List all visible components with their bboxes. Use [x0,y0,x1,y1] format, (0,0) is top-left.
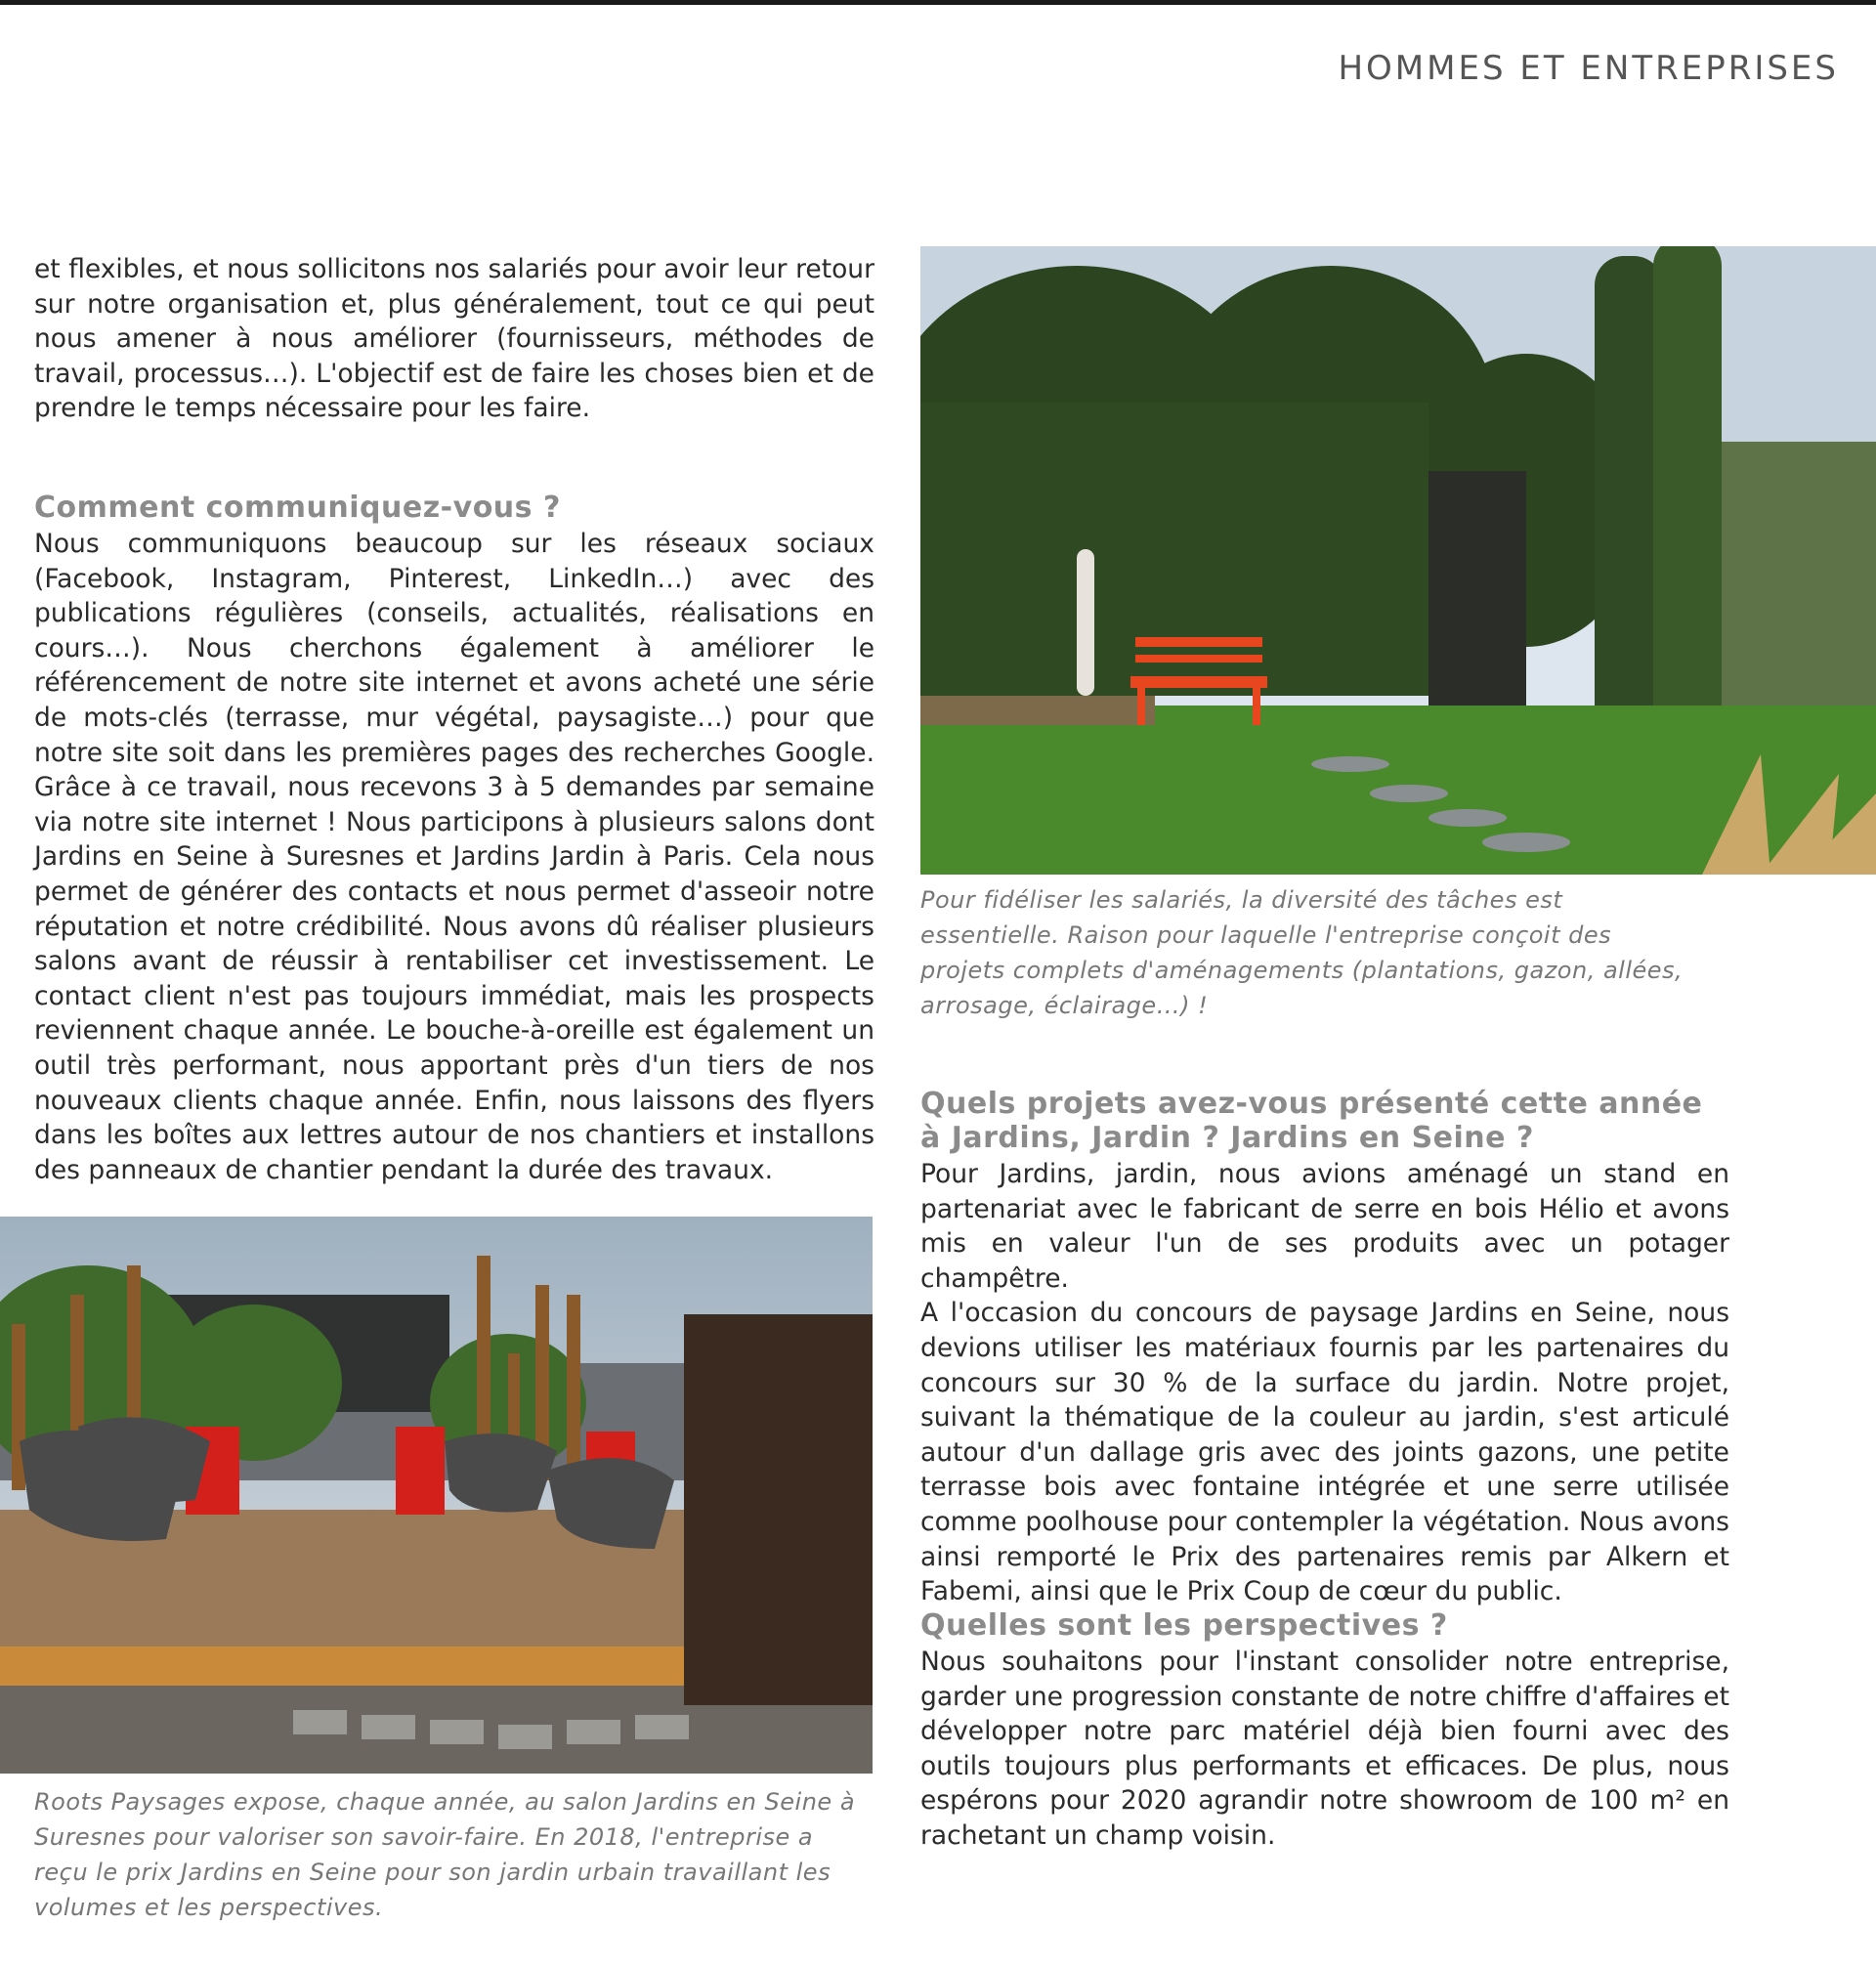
answer-perspectives: Nous souhaitons pour l'instant consolider notre entreprise, garder une progression constante de notre chiffre d'affaires et développer notre parc matériel déjà bien fourni avec des outils toujours plus performants et efficaces. De plus, nous espérons pour 2020 agrandir notre showroom de 100 m² en rachetant un champ voisin. [920,1647,1729,1851]
question-communication: Comment communiquez-vous ? [34,491,561,525]
left-qa-block [34,491,874,1187]
top-rule [0,0,1876,5]
garden-caption: Pour fidéliser les salariés, la diversité des tâches est essentielle. Raison pour laquelle l'entreprise conçoit des projets complets d'aménagements (plantations, gazon, allées, arrosage, éclairage…) ! [920,886,1684,1019]
projects-qa-block [920,1087,1729,1609]
answer-projects-part2: A l'occasion du concours de paysage Jardins en Seine, nous devions utiliser les matériaux fournis par les partenaires du concours sur 30 % de la surface du jardin. Notre projet, suivant la thématique de la couleur au jardin, s'est articulé autour d'un dallage gris avec des joints gazons, une petite terrasse bois avec fontaine intégrée et une serre utilisée comme poolhouse pour contempler la végétation. Nous avons ainsi remporté le Prix des partenaires remis par Alkern et Fabemi, ainsi que le Prix Coup de cœur du public. [920,1298,1729,1607]
terrace-caption: Roots Paysages expose, chaque année, au salon Jardins en Seine à Suresnes pour valoriser son savoir-faire. En 2018, l'entreprise a reçu le prix Jardins en Seine pour son jardin urbain travaillant les volumes et les perspectives. [34,1788,856,1921]
question-perspectives: Quelles sont les perspectives ? [920,1608,1448,1643]
terrace-caption-block [34,1784,874,1925]
terrace-photo [0,1217,873,1774]
question-projects: Quels projets avez-vous présenté cette année à Jardins, Jardin ? Jardins en Seine ? [920,1087,1703,1155]
left-column [34,252,874,426]
intro-paragraph: et flexibles, et nous sollicitons nos salariés pour avoir leur retour sur notre organisation et, plus généralement, tout ce qui peut nous amener à nous améliorer (fournisseurs, méthodes de travail, processus…). L'objectif est de faire les choses bien et de prendre le temps nécessaire pour les faire. [34,254,874,424]
answer-communication: Nous communiquons beaucoup sur les réseaux sociaux (Facebook, Instagram, Pinterest, LinkedIn…) avec des publications régulières (conseils, actualités, réalisations en cours…). Nous cherchons également à améliorer le référencement de notre site internet et avons acheté une série de mots-clés (terrasse, mur végétal, paysagiste…) pour que notre site soit dans les premières pages des recherches Google. Grâce à ce travail, nous recevons 3 à 5 demandes par semaine via notre site internet ! Nous participons à plusieurs salons dont Jardins en Seine à Suresnes et Jardins Jardin à Paris. Cela nous permet de générer des contacts et nous permet d'asseoir notre réputation et notre crédibilité. Nous avons dû réaliser plusieurs salons avant de réussir à rentabiliser cet investissement. Le contact client n'est pas toujours immédiat, mais les prospects reviennent chaque année. Le bouche-à-oreille est également un outil très performant, nous apportant près d'un tiers de nos nouveaux clients chaque année. Enfin, nous laissons des flyers dans les boîtes aux lettres autour de nos chantiers et installons des panneaux de chantier pendant la durée des travaux. [34,529,874,1185]
garden-caption-block [920,882,1702,1023]
garden-photo [920,246,1876,875]
section-header: HOMMES ET ENTREPRISES [1338,49,1839,88]
answer-projects-part1: Pour Jardins, jardin, nous avions aménagé un stand en partenariat avec le fabricant de serre en bois Hélio et avons mis en valeur l'un de ses produits avec un potager champêtre. [920,1159,1729,1294]
perspectives-qa-block [920,1608,1729,1854]
